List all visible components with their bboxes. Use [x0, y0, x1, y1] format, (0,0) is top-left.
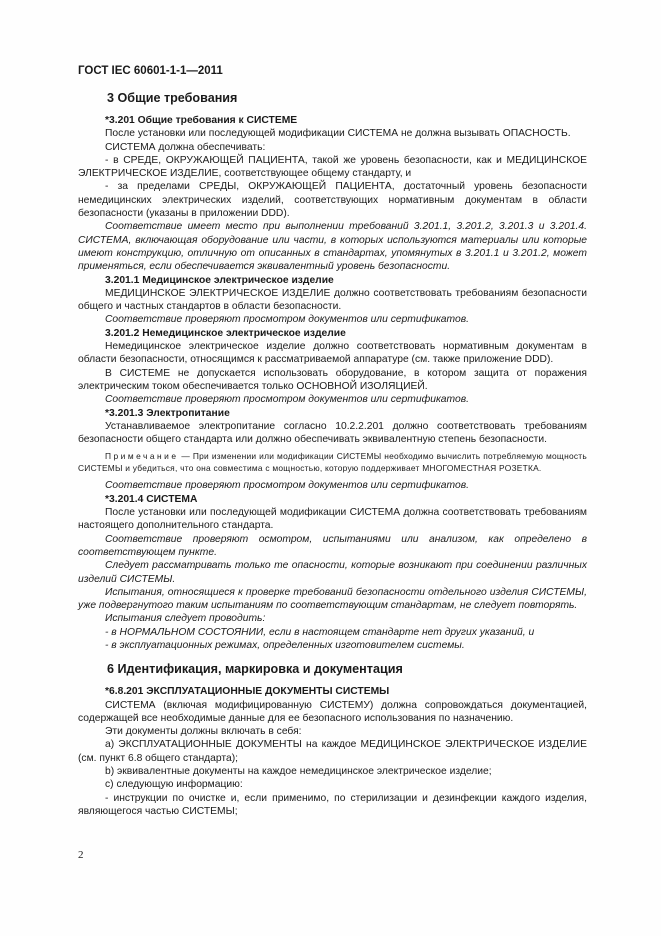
clause-3-201-3-compliance: Соответствие проверяют просмотром документов или сертификатов. — [105, 480, 469, 492]
clause-3-201-heading: *3.201 Общие требования к СИСТЕМЕ — [105, 115, 298, 126]
clause-3-201-2-compliance: Соответствие проверяют просмотром документов или сертификатов. — [105, 394, 469, 406]
clause-3-201-compliance: Соответствие имеет место при выполнении требований 3.201.1, 3.201.2, 3.201.3 и 3.201.4. СИСТЕМА, включающая оборудование или части, в которых используются материалы или которые имеют конструкцию, отличную от описанных в стандартах, упомянутых в 3.201.1 и 3.201.2, может применяться, если обеспечивается эквивалентный уровень безопасности. — [78, 221, 587, 273]
clause-3-201-2-para-1: Немедицинское электрическое изделие должно соответствовать нормативным документам в области безопасности, относящимся к рассматриваемой аппаратуре (см. также приложение DDD). — [78, 341, 587, 366]
clause-6-8-201-para-1: СИСТЕМА (включая модифицированную СИСТЕМУ) должна сопровождаться документацией, содержащей все необходимые данные для ее безопасного использования по назначению. — [78, 699, 587, 724]
clause-3-201-2-para-2: В СИСТЕМЕ не допускается использовать оборудование, в котором защита от поражения электрическим током обеспечивается только ОСНОВНОЙ ИЗОЛЯЦИЕЙ. — [78, 367, 587, 392]
note-text: — При изменении или модификации СИСТЕМЫ необходимо вычислить потребляемую мощность СИСТЕМЫ и убедиться, что она совместима с мощностью, которую поддерживает МНОГОМЕСТНАЯ РОЗЕТКА. — [78, 451, 587, 473]
clause-6-8-201-heading: *6.8.201 ЭКСПЛУАТАЦИОННЫЕ ДОКУМЕНТЫ СИСТЕМЫ — [105, 686, 390, 698]
clause-3-201-para-2: СИСТЕМА должна обеспечивать: — [105, 141, 266, 153]
clause-3-201-1-heading: 3.201.1 Медицинское электрическое изделие — [105, 274, 334, 286]
clause-3-201-4-heading: *3.201.4 СИСТЕМА — [105, 493, 198, 505]
clause-6-8-201-item-b: b) эквивалентные документы на каждое немедицинское электрическое изделие; — [105, 766, 492, 778]
section-3-heading: 3 Общие требования — [107, 91, 238, 105]
document-body — [78, 90, 587, 818]
clause-3-201-4-item-2: - в эксплуатационных режимах, определенных изготовителем системы. — [105, 639, 465, 651]
page-number: 2 — [78, 849, 84, 861]
clause-3-201-3-note — [78, 451, 587, 474]
clause-3-201-4-item-1: - в НОРМАЛЬНОМ СОСТОЯНИИ, если в настоящем стандарте нет других указаний, и — [105, 626, 535, 638]
clause-3-201-2-heading: 3.201.2 Немедицинское электрическое изделие — [105, 327, 346, 339]
clause-3-201-4-para-3: Следует рассматривать только те опасности, которые возникают при соединении различных изделий СИСТЕМЫ. — [78, 560, 587, 585]
section-6-heading: 6 Идентификация, маркировка и документация — [107, 662, 403, 677]
clause-6-8-201-para-2: Эти документы должны включать в себя: — [105, 726, 302, 738]
clause-6-8-201-item-c: c) следующую информацию: — [105, 779, 243, 791]
clause-3-201-4-para-4: Испытания, относящиеся к проверке требований безопасности отдельного изделия СИСТЕМЫ, уже подвергнутого таким испытаниям по соответствующим стандартам, не следует повторять. — [78, 586, 587, 612]
clause-6-8-201-item-a: a) ЭКСПЛУАТАЦИОННЫЕ ДОКУМЕНТЫ на каждое МЕДИЦИНСКОЕ ЭЛЕКТРИЧЕСКОЕ ИЗДЕЛИЕ (см. пункт 6.8 общего стандарта); — [78, 739, 587, 764]
clause-3-201-1-compliance: Соответствие проверяют просмотром документов или сертификатов. — [105, 314, 469, 326]
standard-header: ГОСТ IEC 60601-1-1—2011 — [78, 65, 223, 77]
clause-6-8-201-item-c-1: - инструкции по очистке и, если применимо, по стерилизации и дезинфекции каждого изделия, являющегося частью СИСТЕМЫ; — [78, 792, 587, 817]
clause-3-201-item-2: - за пределами СРЕДЫ, ОКРУЖАЮЩЕЙ ПАЦИЕНТА, достаточный уровень безопасности немедицинских электрических изделий, соответствующих нормативным документам в области безопасности (указаны в приложении DDD). — [78, 181, 587, 220]
clause-3-201-item-1: - в СРЕДЕ, ОКРУЖАЮЩЕЙ ПАЦИЕНТА, такой же уровень безопасности, как и МЕДИЦИНСКОЕ ЭЛЕКТРИЧЕСКОЕ ИЗДЕЛИЕ, соответствующее общему стандарту, и — [78, 154, 587, 180]
clause-3-201-4-para-5: Испытания следует проводить: — [105, 613, 266, 625]
note-label: Примечание — [105, 451, 179, 462]
clause-3-201-para-1: После установки или последующей модификации СИСТЕМА не должна вызывать ОПАСНОСТЬ. — [105, 128, 571, 140]
clause-3-201-3-para-1: Устанавливаемое электропитание согласно 10.2.2.201 должно соответствовать требованиям безопасности общего стандарта или должно обеспечивать эквивалентную степень безопасности. — [78, 420, 587, 446]
clause-3-201-1-para-1: МЕДИЦИНСКОЕ ЭЛЕКТРИЧЕСКОЕ ИЗДЕЛИЕ должно соответствовать требованиям безопасности общего и частных стандартов в области безопасности. — [78, 287, 587, 313]
clause-3-201-3-heading: *3.201.3 Электропитание — [105, 407, 230, 419]
clause-3-201-4-para-2: Соответствие проверяют осмотром, испытаниями или анализом, как определено в соответствующем пункте. — [78, 533, 587, 558]
clause-3-201-4-para-1: После установки или последующей модификации СИСТЕМА должна соответствовать требованиям настоящего дополнительного стандарта. — [78, 507, 587, 532]
